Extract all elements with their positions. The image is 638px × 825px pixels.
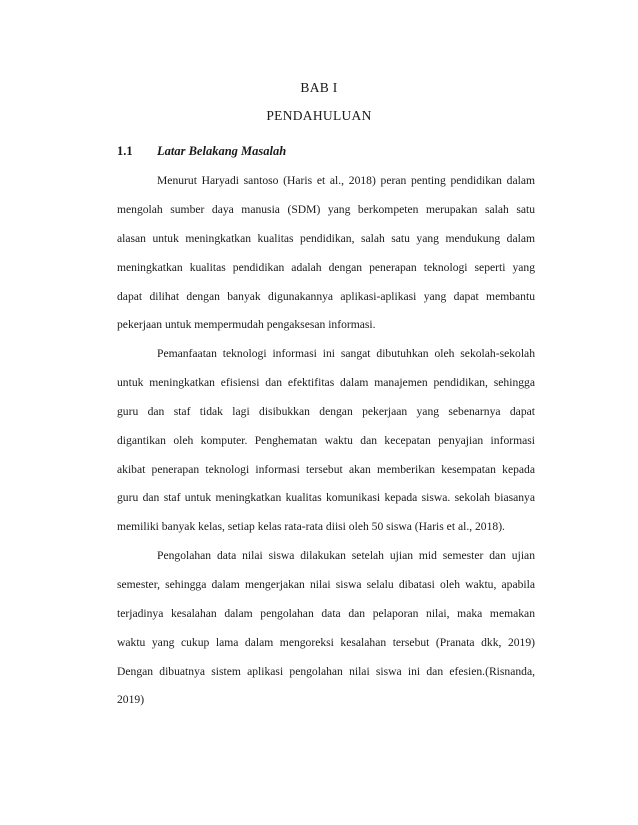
paragraph-line: Pengolahan data nilai siswa dilakukan setelah ujian mid semester dan ujian: [157, 549, 535, 562]
paragraph-line: dapat dilihat dengan banyak digunakannya aplikasi-aplikasi yang dapat membantu: [117, 289, 535, 303]
paragraph-line: waktu yang cukup lama dalam mengoreksi kesalahan tersebut (Pranata dkk, 2019): [117, 635, 535, 649]
paragraph-line: meningkatkan kualitas pendidikan adalah dengan penerapan teknologi seperti yang: [117, 260, 535, 274]
paragraph-2: [117, 340, 535, 542]
paragraph-line: mengolah sumber daya manusia (SDM) yang berkompeten merupakan salah satu: [117, 202, 535, 216]
section-heading: [117, 144, 286, 159]
chapter-number: BAB I: [300, 80, 338, 95]
paragraph-line: terjadinya kesalahan dalam pengolahan data dan pelaporan nilai, maka memakan: [117, 606, 535, 620]
paragraph-line: memiliki banyak kelas, setiap kelas rata-rata diisi oleh 50 siswa (Haris et al., 2018).: [117, 520, 505, 534]
paragraph-line: akibat penerapan teknologi informasi tersebut akan memberikan kesempatan kepada: [117, 462, 535, 476]
paragraph-line: guru dan staf untuk meningkatkan kualitas komunikasi kepada siswa. sekolah biasanya: [117, 491, 535, 505]
paragraph-3: [117, 542, 535, 715]
paragraph-line: semester, sehingga dalam mengerjakan nilai siswa selalu dibatasi oleh waktu, apabila: [117, 577, 535, 591]
paragraph-line: Pemanfaatan teknologi informasi ini sangat dibutuhkan oleh sekolah-sekolah: [157, 347, 535, 360]
paragraph-line: untuk meningkatkan efisiensi dan efektifitas dalam manajemen pendidikan, sehingga: [117, 375, 535, 389]
paragraph-line: 2019): [117, 693, 145, 707]
paragraph-line: Dengan dibuatnya sistem aplikasi pengolahan nilai siswa ini dan efesien.(Risnanda,: [117, 664, 535, 678]
paragraph-1: [117, 167, 535, 340]
section-number: 1.1: [117, 144, 133, 158]
section-title: Latar Belakang Masalah: [157, 144, 287, 158]
paragraph-line: guru dan staf tidak lagi disibukkan dengan pekerjaan yang sebenarnya dapat: [117, 404, 535, 418]
paragraph-line: Menurut Haryadi santoso (Haris et al., 2018) peran penting pendidikan dalam: [157, 174, 535, 187]
chapter-title: PENDAHULUAN: [266, 108, 372, 123]
paragraph-line: alasan untuk meningkatkan kualitas pendidikan, salah satu yang mendukung dalam: [117, 231, 535, 245]
paragraph-line: pekerjaan untuk mempermudah pengaksesan informasi.: [117, 318, 376, 332]
paragraph-line: digantikan oleh komputer. Penghematan waktu dan kecepatan penyajian informasi: [117, 433, 535, 447]
